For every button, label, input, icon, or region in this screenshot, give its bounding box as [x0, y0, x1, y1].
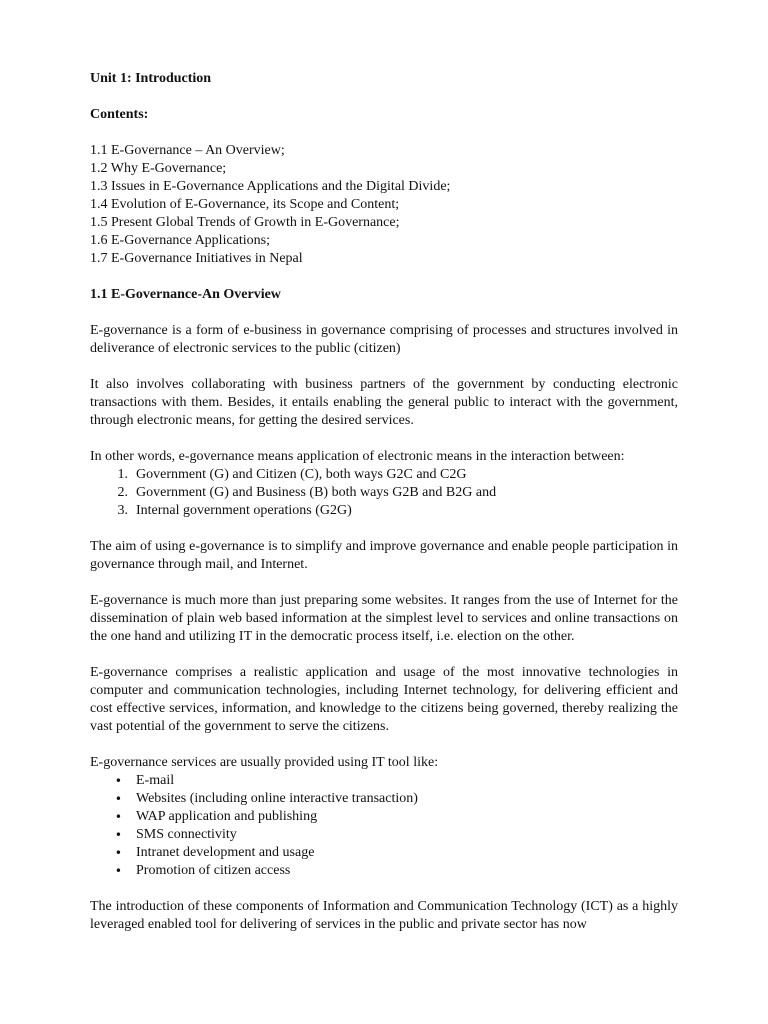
interaction-list: [90, 466, 678, 520]
list-text: Intranet development and usage: [136, 845, 315, 860]
toc-item: 1.3 Issues in E-Governance Applications and the Digital Divide;: [90, 179, 451, 194]
list-text: Promotion of citizen access: [136, 863, 291, 878]
section-heading: 1.1 E-Governance-An Overview: [90, 287, 281, 302]
spacer: [90, 358, 678, 376]
tools-list: [90, 772, 678, 880]
list-text: WAP application and publishing: [136, 809, 318, 824]
spacer: [90, 304, 678, 322]
list-number: 1.: [117, 467, 128, 482]
bullet-icon: •: [114, 828, 122, 842]
toc-item: 1.6 E-Governance Applications;: [90, 233, 271, 248]
list-text: Websites (including online interactive transaction): [136, 791, 418, 806]
paragraph-definition: E-governance is a form of e-business in governance comprising of processes and structures involved in deliverance of electronic services to the public (citizen): [90, 323, 678, 356]
paragraph-tools-intro: E-governance services are usually provided using IT tool like:: [90, 755, 439, 770]
list-text: E-mail: [136, 773, 175, 788]
spacer: [90, 880, 678, 898]
spacer: [90, 646, 678, 664]
list-number: 2.: [117, 485, 128, 500]
list-item: [90, 484, 678, 502]
toc-item: 1.1 E-Governance – An Overview;: [90, 143, 285, 158]
spacer: [90, 430, 678, 448]
list-text: Internal government operations (G2G): [136, 503, 352, 518]
spacer: [90, 736, 678, 754]
paragraph-collaboration: It also involves collaborating with business partners of the government by conducting electronic transactions with them. Besides, it entails enabling the general public to interact with the government, through electronic means, for getting the desired services.: [90, 377, 678, 428]
spacer: [90, 268, 678, 286]
toc-item: 1.7 E-Governance Initiatives in Nepal: [90, 251, 303, 266]
list-item: [90, 790, 678, 808]
paragraph-technologies: E-governance comprises a realistic application and usage of the most innovative technologies in computer and communication technologies, including Internet technology, for delivering efficient and cost effective services, information, and knowledge to the citizens being governed, thereby realizing the vast potential of the government to serve the citizens.: [90, 665, 678, 734]
list-item: [90, 772, 678, 790]
list-item: [90, 826, 678, 844]
list-item: [90, 502, 678, 520]
contents-label: Contents:: [90, 107, 149, 122]
bullet-icon: •: [114, 792, 122, 806]
list-text: Government (G) and Business (B) both ways G2B and B2G and: [136, 485, 497, 500]
unit-title: Unit 1: Introduction: [90, 71, 212, 86]
table-of-contents: [90, 142, 678, 268]
list-item: [90, 862, 678, 880]
toc-item: 1.2 Why E-Governance;: [90, 161, 227, 176]
toc-item: 1.4 Evolution of E-Governance, its Scope and Content;: [90, 197, 400, 212]
spacer: [90, 520, 678, 538]
spacer: [90, 88, 678, 106]
paragraph-ict: The introduction of these components of Information and Communication Technology (ICT) as a highly leveraged enabled tool for delivering of services in the public and private sector has now: [90, 899, 678, 932]
bullet-icon: •: [114, 864, 122, 878]
bullet-icon: •: [114, 810, 122, 824]
paragraph-websites: E-governance is much more than just preparing some websites. It ranges from the use of Internet for the dissemination of plain web based information at the simplest level to services and online transactions on the one hand and utilizing IT in the democratic process itself, i.e. election on the other.: [90, 593, 678, 644]
bullet-icon: •: [114, 774, 122, 788]
spacer: [90, 124, 678, 142]
list-item: [90, 844, 678, 862]
list-text: SMS connectivity: [136, 827, 237, 842]
list-text: Government (G) and Citizen (C), both ways G2C and C2G: [136, 467, 467, 482]
spacer: [90, 574, 678, 592]
list-item: [90, 808, 678, 826]
bullet-icon: •: [114, 846, 122, 860]
list-item: [90, 466, 678, 484]
list-number: 3.: [117, 503, 128, 518]
paragraph-aim: The aim of using e-governance is to simplify and improve governance and enable people participation in governance through mail, and Internet.: [90, 539, 678, 572]
toc-item: 1.5 Present Global Trends of Growth in E-Governance;: [90, 215, 400, 230]
paragraph-interaction-intro: In other words, e-governance means application of electronic means in the interaction between:: [90, 449, 625, 464]
